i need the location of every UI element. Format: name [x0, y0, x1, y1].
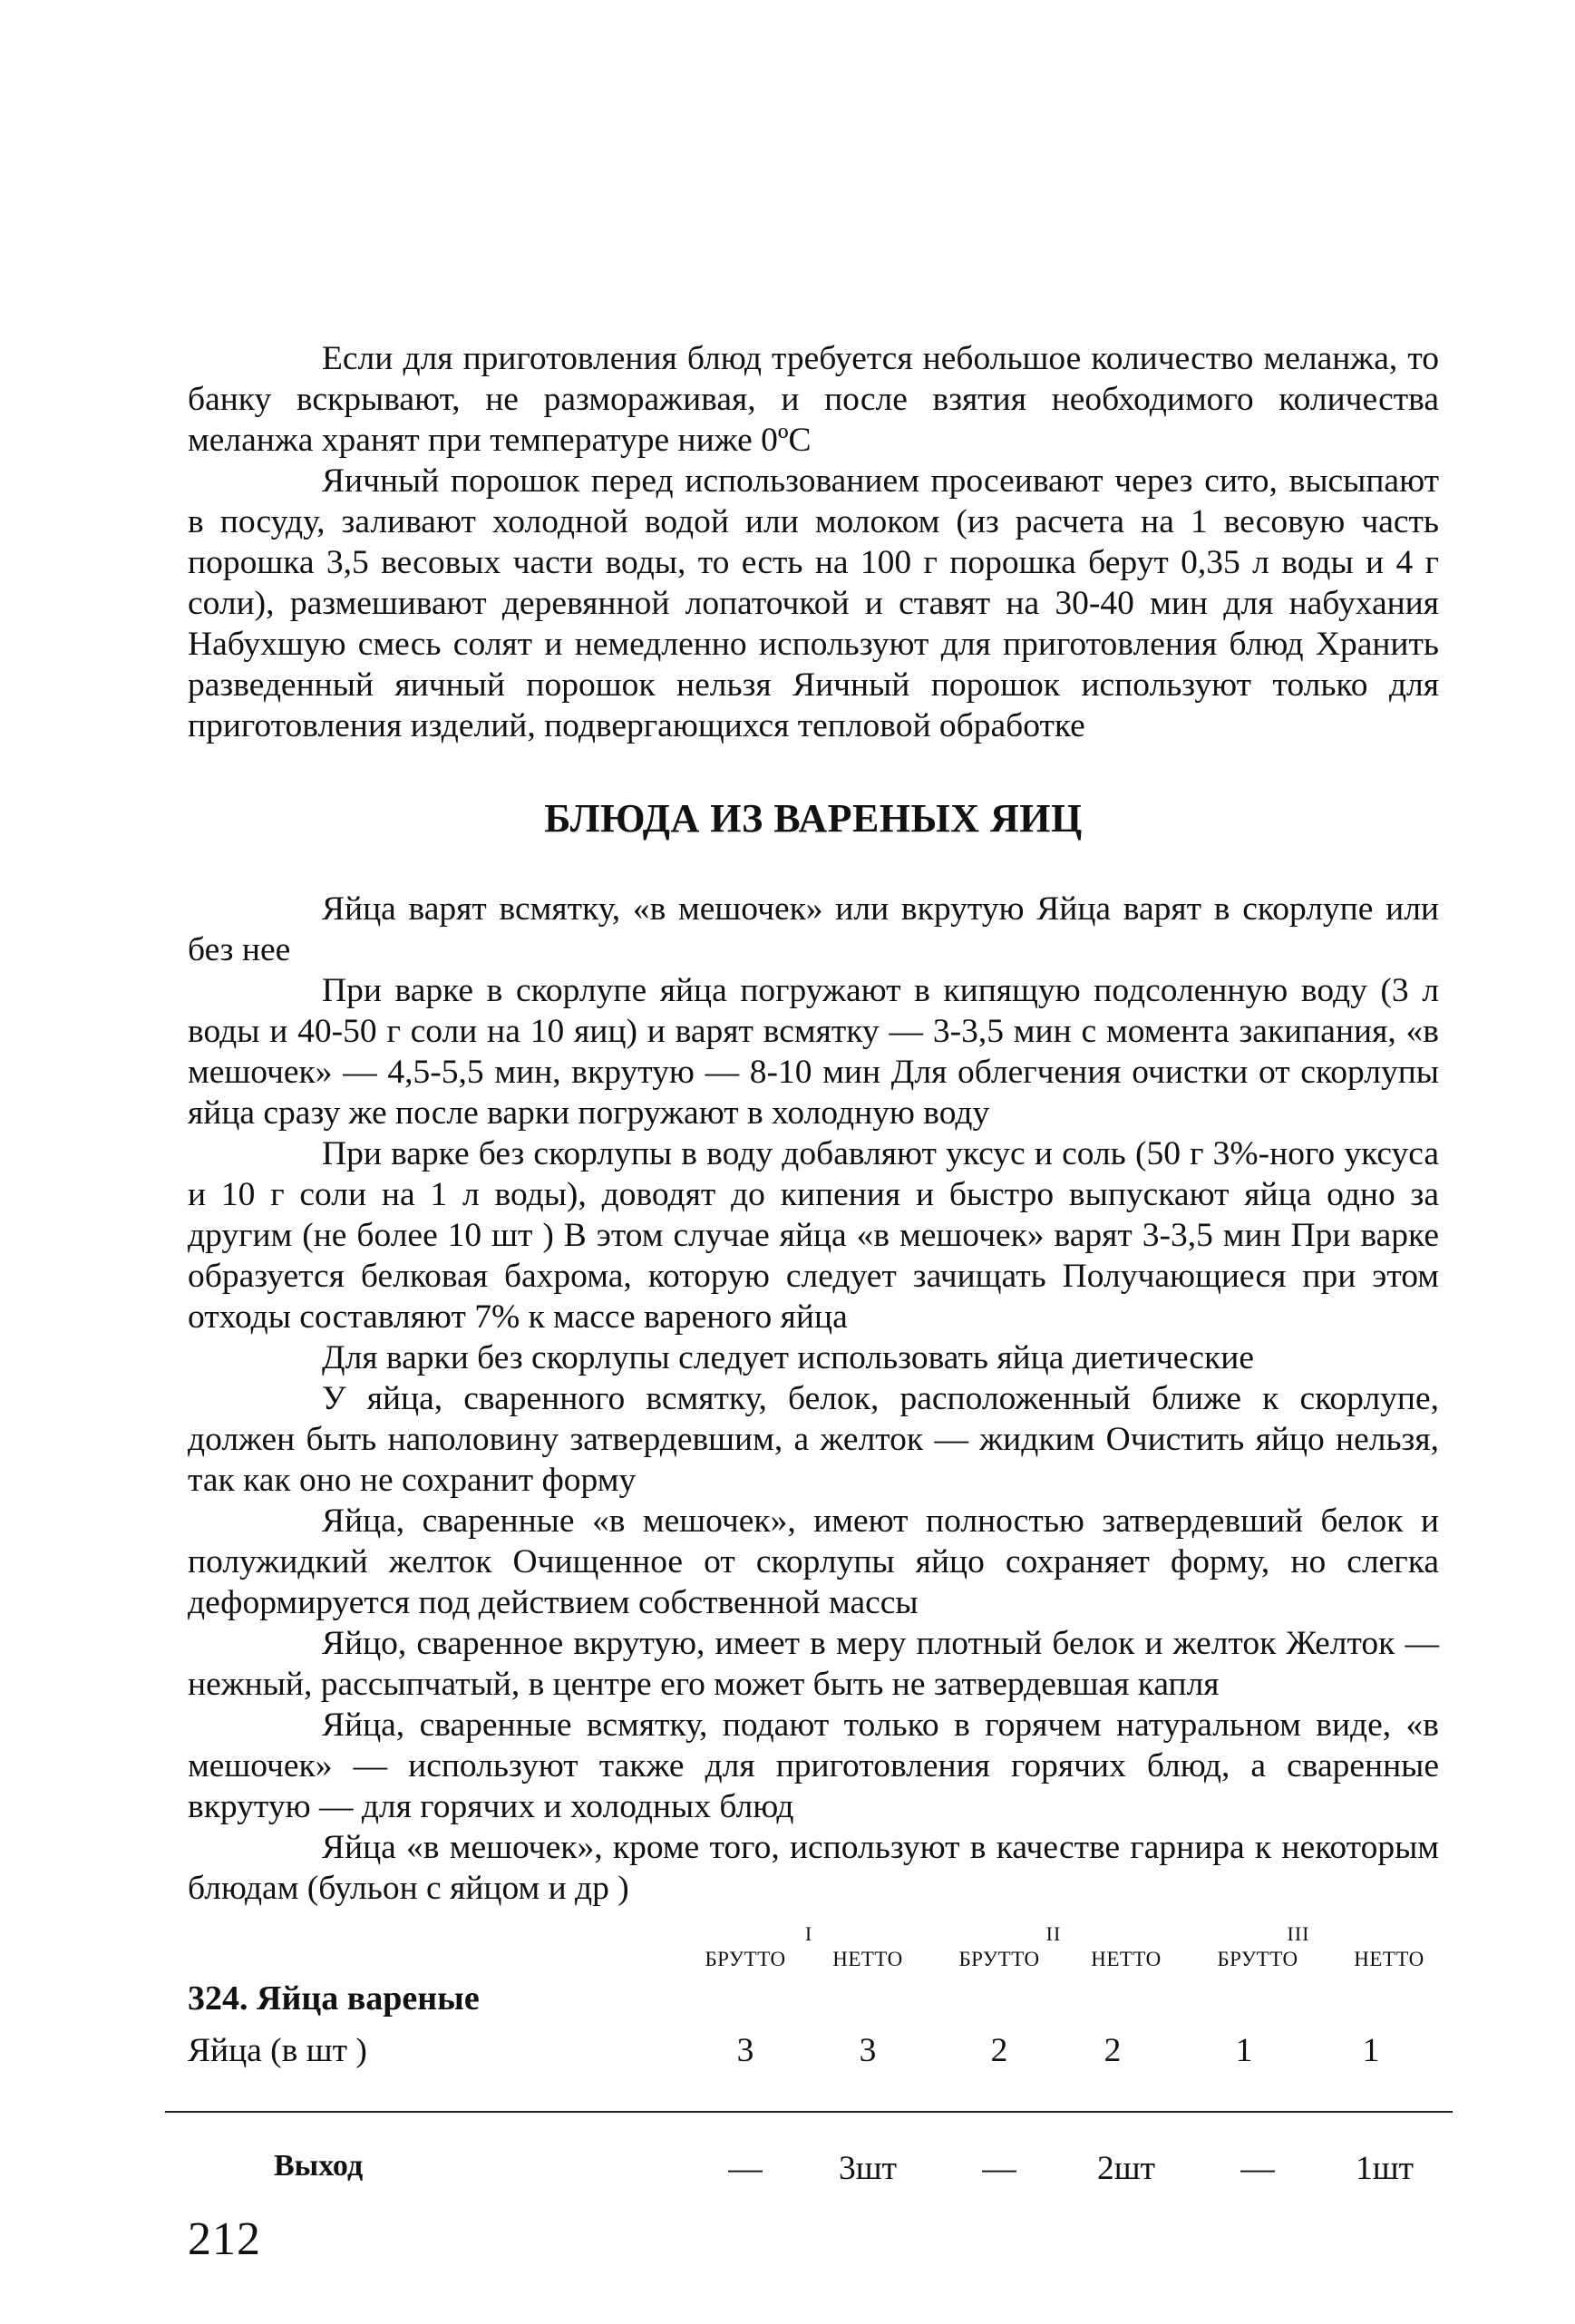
column-header: НЕТТО: [1354, 1948, 1424, 1970]
column-header: НЕТТО: [1091, 1948, 1162, 1970]
table-cell: 1: [1362, 2032, 1380, 2069]
paragraph: При варке в скорлупе яйца погружают в кипящую подсоленную воду (3 л воды и 40-50 г соли на 10 яиц) и варят всмятку — 3-3,5 мин с момента закипания, «в мешочек» — 4,5-5,5 мин, вкрутую — 8-10 мин Для облегчения очистки от скорлупы яйца сразу же после варки погружают в холодную воду: [188, 972, 1439, 1132]
output-label: Выход: [274, 2149, 364, 2183]
column-header: БРУТТО: [705, 1948, 786, 1970]
paragraph: У яйца, сваренного всмятку, белок, расположенный ближе к скорлупе, должен быть наполовину затвердевшим, а желток — жидким Очистить яйцо нельзя, так как оно не сохранит форму: [188, 1380, 1439, 1499]
page-number: 212: [188, 2213, 261, 2265]
paragraph: Яйцо, сваренное вкрутую, имеет в меру плотный белок и желток Желток — нежный, рассыпчатый, в центре его может быть не затвердевшая капля: [188, 1625, 1439, 1703]
output-cell: 1шт: [1355, 2150, 1414, 2187]
column-header: БРУТТО: [1217, 1948, 1298, 1970]
row-label: Яйца (в шт ): [188, 2032, 367, 2069]
paragraph: Яичный порошок перед использованием просеивают через сито, высыпают в посуду, заливают холодной водой или молоком (из расчета на 1 весовую часть порошка 3,5 весовых части воды, то есть на 100 г порошка берут 0,35 л воды и 4 г соли), размешивают деревянной лопаточкой и ставят на 30-40 мин для набухания Набухшую смесь солят и немедленно используют для приготовления блюд Хранить разведенный яичный порошок нельзя Яичный порошок используют только для приготовления изделий, подвергающихся тепловой обработке: [188, 462, 1439, 744]
paragraph: Для варки без скорлупы следует использовать яйца диетические: [322, 1339, 1254, 1376]
paragraph: Яйца, сваренные всмятку, подают только в горячем натуральном виде, «в мешочек» — используют также для приготовления горячих блюд, а сваренные вкрутую — для горячих и холодных блюд: [188, 1707, 1439, 1825]
paragraph: Яйца «в мешочек», кроме того, используют в качестве гарнира к некоторым блюдам (бульон с яйцом и др ): [188, 1829, 1439, 1907]
table-cell: 2: [990, 2032, 1008, 2069]
output-cell: —: [982, 2150, 1016, 2187]
column-group-label: II: [1045, 1922, 1062, 1945]
intro-text: [188, 338, 1439, 746]
table-cell: 3: [736, 2032, 754, 2069]
recipe-title: 324. Яйца вареные: [188, 1979, 480, 2018]
paragraph: Яйца варят всмятку, «в мешочек» или вкрутую Яйца варят в скорлупе или без нее: [188, 890, 1439, 968]
paragraph: Если для приготовления блюд требуется небольшое количество меланжа, то банку вскрывают, не размораживая, и после взятия необходимого количества меланжа хранят при температуре ниже 0ºС: [188, 340, 1439, 459]
table-divider: [165, 2111, 1453, 2113]
section-title: БЛЮДА ИЗ ВАРЕНЫХ ЯИЦ: [544, 796, 1083, 841]
main-text: [188, 889, 1439, 1909]
column-group-label: III: [1287, 1922, 1310, 1945]
column-header: БРУТТО: [958, 1948, 1040, 1970]
table-cell: 1: [1235, 2032, 1253, 2069]
recipe-table: [188, 1922, 1439, 2222]
table-cell: 3: [859, 2032, 877, 2069]
output-cell: 2шт: [1096, 2150, 1155, 2187]
table-cell: 2: [1103, 2032, 1122, 2069]
output-cell: —: [1240, 2150, 1275, 2187]
output-cell: —: [728, 2150, 763, 2187]
paragraph: При варке без скорлупы в воду добавляют уксус и соль (50 г 3%-ного уксуса и 10 г соли на 1 л воды), доводят до кипения и быстро выпускают яйца одно за другим (не более 10 шт ) В этом случае яйца «в мешочек» варят 3-3,5 мин При варке образуется белковая бахрома, которую следует зачищать Получающиеся при этом отходы составляют 7% к массе вареного яйца: [188, 1135, 1439, 1336]
paragraph: Яйца, сваренные «в мешочек», имеют полностью затвердевший белок и полужидкий желток Очищенное от скорлупы яйцо сохраняет форму, но слегка деформируется под действием собственной массы: [188, 1502, 1439, 1621]
column-group-label: I: [804, 1922, 813, 1945]
output-cell: 3шт: [838, 2150, 897, 2187]
column-header: НЕТТО: [832, 1948, 903, 1970]
